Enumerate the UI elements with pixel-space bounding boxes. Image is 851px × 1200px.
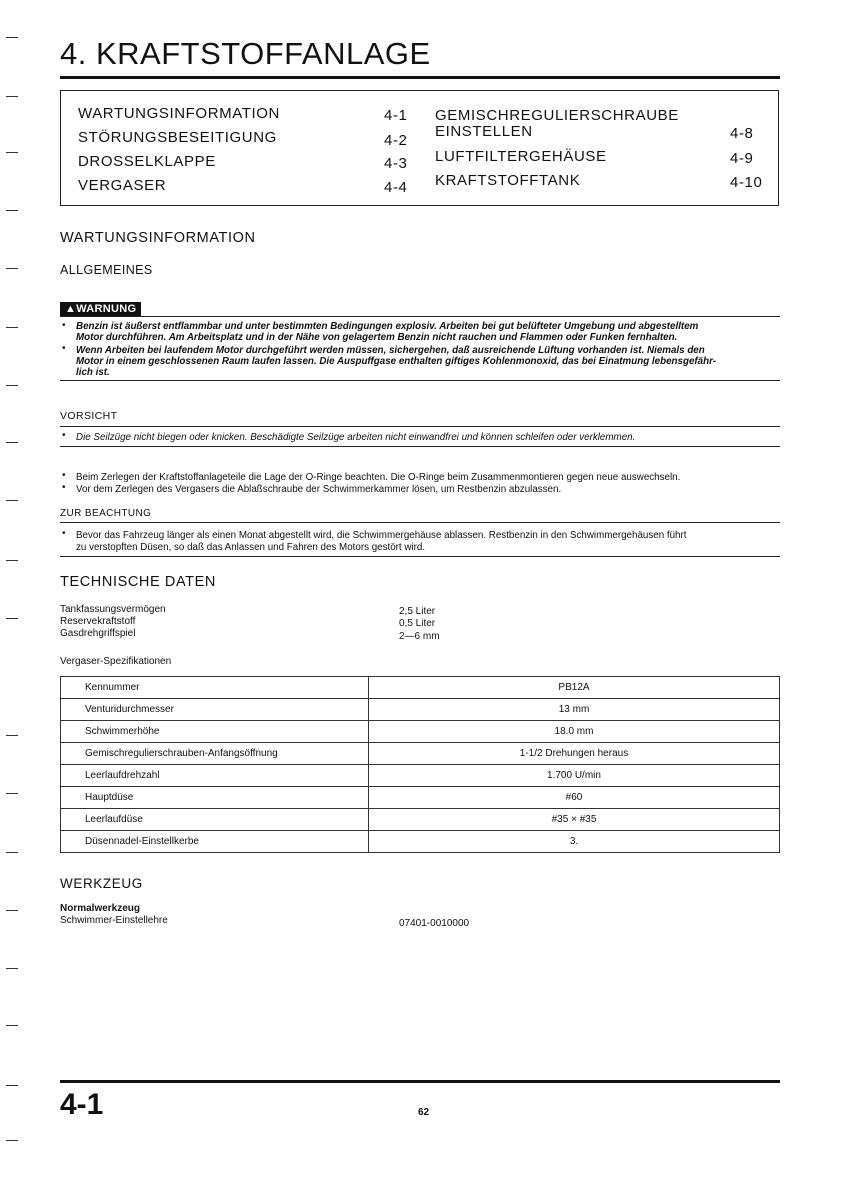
table-cell-label: Venturidurchmesser — [61, 699, 369, 721]
warning-end-rule — [60, 380, 780, 381]
section-heading: TECHNISCHE DATEN — [60, 574, 216, 590]
table-cell-value: 18.0 mm — [369, 721, 780, 743]
spec-label: Gasdrehgriffspiel — [60, 628, 136, 639]
margin-tick — [6, 327, 18, 328]
margin-tick — [6, 268, 18, 269]
toc-item-page: 4-10 — [730, 174, 763, 191]
spec-value: 2,5 Liter — [399, 606, 436, 617]
table-row — [61, 721, 780, 743]
margin-tick — [6, 500, 18, 501]
tool-label: Schwimmer-Einstellehre — [60, 915, 168, 926]
table-row — [61, 677, 780, 699]
bullet: • — [62, 320, 66, 331]
toc-item-page: 4-8 — [730, 125, 754, 142]
note-item: Beim Zerlegen der Kraftstoffanlageteile die Lage der O-Ringe beachten. Die O-Ringe beim Zusammenmontieren gegen neue auswechseln. — [76, 472, 681, 483]
toc-item-page: 4-9 — [730, 150, 754, 167]
caution-text: Die Seilzüge nicht biegen oder knicken. Beschädigte Seilzüge arbeiten nicht einwandfrei und können schleifen oder verklemmen. — [76, 432, 636, 443]
margin-tick — [6, 152, 18, 153]
table-cell-label: Kennummer — [61, 677, 369, 699]
note-item: Vor dem Zerlegen des Vergasers die Ablaßschraube der Schwimmerkammer lösen, um Restbenzin abzulassen. — [76, 484, 562, 495]
note-line: Bevor das Fahrzeug länger als einen Monat abgestellt wird, die Schwimmergehäuse ablassen. Restbenzin in den Schwimmergehäusen führt — [76, 530, 687, 541]
toc-item-label: LUFTFILTERGEHÄUSE — [435, 148, 607, 165]
margin-tick — [6, 96, 18, 97]
table-cell-value: 3. — [369, 831, 780, 853]
warning-line: Motor durchführen. Am Arbeitsplatz und in der Nähe von gelagertem Benzin nicht rauchen und Flammen oder Funken fernhalten. — [76, 332, 678, 343]
table-row — [61, 765, 780, 787]
warning-line: Motor in einem geschlossenen Raum laufen lassen. Die Auspuffgase enthalten giftiges Kohlenmonoxid, das bei Einatmung lebensgefähr- — [76, 356, 717, 367]
toc-item-page: 4-3 — [384, 155, 408, 172]
spec-value: 2—6 mm — [399, 631, 440, 642]
subsection-heading: ALLGEMEINES — [60, 263, 153, 277]
note-rule — [60, 522, 780, 523]
chapter-title: 4. KRAFTSTOFFANLAGE — [60, 36, 431, 71]
caution-end-rule — [60, 446, 780, 447]
warning-rule — [60, 316, 780, 317]
toc-item-label: STÖRUNGSBESEITIGUNG — [78, 129, 277, 146]
margin-tick — [6, 37, 18, 38]
table-row — [61, 831, 780, 853]
toc-item-label-cont: EINSTELLEN — [435, 123, 533, 140]
carb-spec-table — [60, 676, 780, 853]
table-cell-value: 13 mm — [369, 699, 780, 721]
tools-subheading: Normalwerkzeug — [60, 903, 141, 914]
table-row — [61, 699, 780, 721]
section-heading: WARTUNGSINFORMATION — [60, 230, 256, 246]
bullet: • — [62, 343, 66, 354]
section-page-number: 4-1 — [60, 1088, 104, 1121]
table-cell-value: 1.700 U/min — [369, 765, 780, 787]
margin-tick — [6, 210, 18, 211]
warning-line: Benzin ist äußerst entflammbar und unter bestimmten Bedingungen explosiv. Arbeiten bei gut belüfteter Umgebung und abgestelltem — [76, 321, 699, 332]
table-cell-value: 1-1/2 Drehungen heraus — [369, 743, 780, 765]
margin-tick — [6, 910, 18, 911]
table-cell-value: #35 × #35 — [369, 809, 780, 831]
carb-spec-heading: Vergaser-Spezifikationen — [60, 656, 172, 667]
toc-item-label: VERGASER — [78, 177, 167, 194]
toc-item-page: 4-1 — [384, 107, 408, 124]
margin-tick — [6, 1025, 18, 1026]
table-row — [61, 787, 780, 809]
margin-tick — [6, 1085, 18, 1086]
bullet: • — [62, 528, 66, 539]
table-row — [61, 743, 780, 765]
caution-rule — [60, 426, 780, 427]
spec-value: 0,5 Liter — [399, 618, 436, 629]
page-number: 62 — [418, 1107, 430, 1118]
margin-tick — [6, 968, 18, 969]
toc-item-label: DROSSELKLAPPE — [78, 153, 216, 170]
section-heading: WERKZEUG — [60, 876, 143, 891]
margin-tick — [6, 385, 18, 386]
spec-label: Reservekraftstoff — [60, 616, 136, 627]
table-cell-value: PB12A — [369, 677, 780, 699]
toc-item-label: KRAFTSTOFFTANK — [435, 172, 581, 189]
margin-tick — [6, 852, 18, 853]
note-line: zu verstopften Düsen, so daß das Anlassen und Fahren des Motors gestört wird. — [76, 542, 426, 553]
warning-badge — [60, 302, 141, 316]
toc-item-page: 4-2 — [384, 132, 408, 149]
toc-item-label: WARTUNGSINFORMATION — [78, 105, 280, 122]
warning-badge-label: WARNUNG — [76, 303, 137, 315]
table-cell-label: Schwimmerhöhe — [61, 721, 369, 743]
bullet: • — [62, 430, 66, 441]
table-cell-label: Leerlaufdrehzahl — [61, 765, 369, 787]
warning-line: lich ist. — [76, 367, 110, 378]
note-end-rule — [60, 556, 780, 557]
title-rule — [60, 76, 780, 79]
bullet: • — [62, 470, 66, 481]
caution-heading: VORSICHT — [60, 410, 118, 422]
margin-tick — [6, 793, 18, 794]
margin-tick — [6, 1140, 18, 1141]
margin-tick — [6, 560, 18, 561]
table-cell-label: Düsennadel-Einstellkerbe — [61, 831, 369, 853]
warning-line: Wenn Arbeiten bei laufendem Motor durchgeführt werden müssen, sichergehen, daß ausreichende Lüftung vorhanden ist. Niemals den — [76, 345, 705, 356]
margin-tick — [6, 618, 18, 619]
table-row — [61, 809, 780, 831]
toc-item-label: GEMISCHREGULIERSCHRAUBE — [435, 107, 679, 124]
table-cell-value: #60 — [369, 787, 780, 809]
bullet: • — [62, 482, 66, 493]
spec-label: Tankfassungsvermögen — [60, 604, 166, 615]
table-cell-label: Gemischregulierschrauben-Anfangsöffnung — [61, 743, 369, 765]
footer-rule — [60, 1080, 780, 1083]
margin-tick — [6, 442, 18, 443]
table-cell-label: Hauptdüse — [61, 787, 369, 809]
tool-number: 07401-0010000 — [399, 918, 470, 929]
warning-triangle-icon: ▲ — [65, 303, 77, 315]
table-cell-label: Leerlaufdüse — [61, 809, 369, 831]
note-heading: ZUR BEACHTUNG — [60, 508, 152, 519]
margin-tick — [6, 735, 18, 736]
toc-item-page: 4-4 — [384, 179, 408, 196]
